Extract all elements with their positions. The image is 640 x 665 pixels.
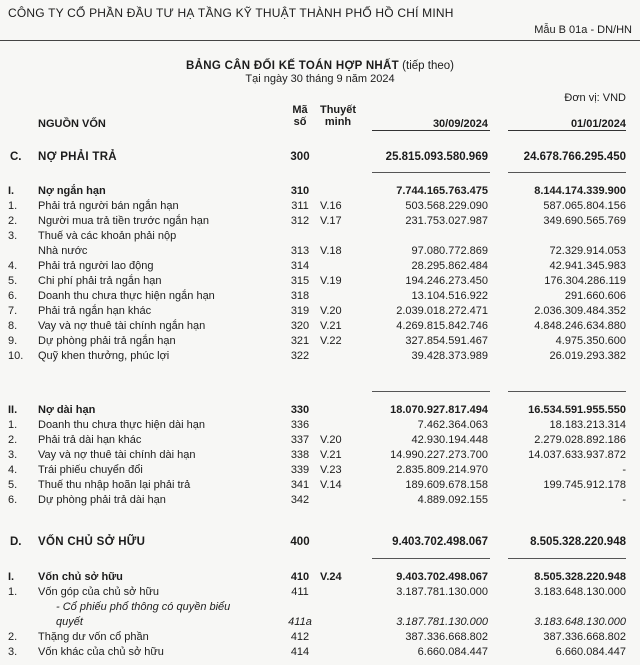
row-value-period1: 7.462.364.063 <box>417 419 488 431</box>
row-label: Phải trả người bán ngắn hạn <box>38 200 179 212</box>
row-code: 337 <box>290 434 310 446</box>
table-row <box>0 319 640 333</box>
table-row <box>0 274 640 288</box>
table-row <box>0 630 640 644</box>
row-value-period2: 291.660.606 <box>564 290 626 302</box>
report-title-main: BẢNG CÂN ĐỐI KẾ TOÁN HỢP NHẤT <box>186 60 399 72</box>
table-row <box>0 645 640 659</box>
row-value-period1: 4.889.092.155 <box>417 494 488 506</box>
row-number: 7. <box>8 305 18 317</box>
row-number: C. <box>10 151 22 163</box>
row-label: Nợ ngắn hạn <box>38 185 106 197</box>
row-number: 2. <box>8 434 18 446</box>
row-value-period2: 2.279.028.892.186 <box>534 434 626 446</box>
row-label: VỐN CHỦ SỞ HỮU <box>38 536 146 548</box>
row-number: I. <box>8 185 15 197</box>
row-label: Phải trả dài hạn khác <box>38 434 142 446</box>
row-code: 313 <box>290 245 310 257</box>
row-note: V.23 <box>320 464 342 476</box>
column-header-source: NGUỒN VỐN <box>38 118 106 130</box>
row-label: Doanh thu chưa thực hiện dài hạn <box>38 419 206 431</box>
row-value-period2: - <box>622 464 626 476</box>
row-number: 4. <box>8 260 18 272</box>
row-value-period2: 2.036.309.484.352 <box>534 305 626 317</box>
row-label: quyết <box>56 616 83 628</box>
row-code: 311 <box>291 200 309 212</box>
row-code: 314 <box>290 260 310 272</box>
row-label: Vốn góp của chủ sở hữu <box>38 586 159 598</box>
row-value-period1: 3.187.781.130.000 <box>396 616 488 628</box>
table-row <box>0 433 640 447</box>
row-value-period2: 42.941.345.983 <box>549 260 626 272</box>
table-row <box>0 289 640 303</box>
row-note: V.20 <box>320 305 342 317</box>
row-value-period1: 25.815.093.580.969 <box>385 151 488 163</box>
row-value-period2: 16.534.591.955.550 <box>528 404 626 416</box>
row-code: 312 <box>290 215 310 227</box>
table-row <box>0 334 640 348</box>
row-value-period1: 28.295.862.484 <box>411 260 488 272</box>
row-number: 8. <box>8 320 18 332</box>
row-label: Phải trả người lao động <box>38 260 154 272</box>
table-row <box>0 478 640 492</box>
table-row <box>0 585 640 599</box>
row-value-period1: 14.990.227.273.700 <box>390 449 488 461</box>
table-row <box>0 600 640 614</box>
company-name: CÔNG TY CỔ PHẦN ĐẦU TƯ HẠ TẦNG KỸ THUẬT THÀNH PHỐ HỒ CHÍ MINH <box>8 6 454 20</box>
row-value-period1: 4.269.815.842.746 <box>396 320 488 332</box>
table-row <box>0 448 640 462</box>
table-row <box>0 403 640 417</box>
row-number: 4. <box>8 464 18 476</box>
row-label: Thặng dư vốn cổ phần <box>38 631 149 643</box>
report-date: Tại ngày 30 tháng 9 năm 2024 <box>245 73 395 85</box>
row-number: 10. <box>8 350 24 362</box>
row-code: 412 <box>290 631 310 643</box>
row-number: 6. <box>8 494 18 506</box>
table-row <box>0 418 640 432</box>
column-header-code-line1: Mã <box>292 104 308 116</box>
row-code: 411a <box>288 616 312 628</box>
row-number: 9. <box>8 335 18 347</box>
row-label: Thuế thu nhập hoãn lại phải trả <box>38 479 191 491</box>
table-row <box>0 463 640 477</box>
row-note: V.21 <box>320 320 342 332</box>
form-code: Mẫu B 01a - DN/HN <box>534 24 632 36</box>
row-label: Chi phí phải trả ngắn hạn <box>38 275 162 287</box>
row-value-period2: 4.848.246.634.880 <box>534 320 626 332</box>
row-value-period2: 349.690.565.769 <box>543 215 626 227</box>
row-code: 400 <box>290 536 310 548</box>
row-note: V.17 <box>320 215 342 227</box>
row-number: 5. <box>8 479 18 491</box>
row-value-period2: - <box>622 494 626 506</box>
row-label: Người mua trả tiền trước ngắn hạn <box>38 215 210 227</box>
section-rule <box>508 558 626 559</box>
row-code: 300 <box>290 151 310 163</box>
row-note: V.21 <box>320 449 342 461</box>
header-rule <box>0 40 640 41</box>
currency-unit: Đơn vị: VND <box>564 92 626 104</box>
report-title-suffix: (tiếp theo) <box>398 60 454 72</box>
section-rule <box>372 558 490 559</box>
row-number: 6. <box>8 290 18 302</box>
row-value-period2: 8.144.174.339.900 <box>534 185 626 197</box>
row-value-period1: 39.428.373.989 <box>411 350 488 362</box>
row-value-period2: 4.975.350.600 <box>555 335 626 347</box>
row-code: 321 <box>290 335 310 347</box>
row-value-period2: 8.505.328.220.948 <box>534 571 626 583</box>
row-note: V.24 <box>320 571 342 583</box>
table-row <box>0 229 640 243</box>
row-value-period1: 327.854.591.467 <box>405 335 488 347</box>
row-value-period1: 2.039.018.272.471 <box>396 305 488 317</box>
row-label: Nhà nước <box>38 245 88 257</box>
table-row <box>0 493 640 507</box>
row-value-period2: 176.304.286.119 <box>544 275 626 287</box>
row-value-period1: 189.609.678.158 <box>405 479 488 491</box>
row-value-period2: 587.065.804.156 <box>543 200 626 212</box>
row-value-period2: 24.678.766.295.450 <box>523 151 626 163</box>
row-label: Vốn chủ sở hữu <box>38 571 123 583</box>
row-code: 336 <box>290 419 310 431</box>
row-code: 318 <box>290 290 310 302</box>
section-rule <box>372 391 490 392</box>
section-rule <box>508 391 626 392</box>
table-row <box>0 535 640 549</box>
row-code: 310 <box>290 185 310 197</box>
row-value-period2: 72.329.914.053 <box>549 245 626 257</box>
row-number: 3. <box>8 646 18 658</box>
row-number: D. <box>10 536 22 548</box>
row-label: Doanh thu chưa thực hiện ngắn hạn <box>38 290 215 302</box>
table-row <box>0 244 640 258</box>
column-header-note-line1: Thuyết <box>319 104 357 116</box>
row-note: V.22 <box>320 335 342 347</box>
row-note: V.20 <box>320 434 342 446</box>
row-number: 3. <box>8 230 18 242</box>
row-code: 410 <box>290 571 310 583</box>
row-value-period1: 9.403.702.498.067 <box>396 571 488 583</box>
row-code: 320 <box>290 320 310 332</box>
row-value-period1: 3.187.781.130.000 <box>396 586 488 598</box>
row-code: 315 <box>290 275 310 287</box>
report-title <box>0 60 640 72</box>
row-number: 3. <box>8 449 18 461</box>
row-code: 330 <box>290 404 310 416</box>
row-number: 2. <box>8 215 18 227</box>
row-code: 341 <box>290 479 310 491</box>
row-code: 342 <box>290 494 310 506</box>
row-label: Dự phòng phải trả dài hạn <box>38 494 166 506</box>
row-label: Dự phòng phải trả ngắn hạn <box>38 335 176 347</box>
row-value-period2: 6.660.084.447 <box>555 646 626 658</box>
row-label: NỢ PHẢI TRẢ <box>38 151 117 163</box>
column-header-code <box>286 104 314 128</box>
row-note: V.14 <box>320 479 342 491</box>
row-value-period1: 13.104.516.922 <box>411 290 488 302</box>
row-code: 414 <box>290 646 310 658</box>
table-row <box>0 214 640 228</box>
row-note: V.19 <box>320 275 342 287</box>
row-value-period1: 231.753.027.987 <box>405 215 488 227</box>
table-row <box>0 259 640 273</box>
row-code: 338 <box>290 449 310 461</box>
row-label: Phải trả ngắn hạn khác <box>38 305 152 317</box>
row-value-period1: 194.246.273.450 <box>405 275 488 287</box>
row-value-period2: 387.336.668.802 <box>543 631 626 643</box>
row-note: V.18 <box>320 245 342 257</box>
row-label: Vay và nợ thuê tài chính ngắn hạn <box>38 320 206 332</box>
row-value-period2: 3.183.648.130.000 <box>534 586 626 598</box>
table-row <box>0 304 640 318</box>
row-code: 411 <box>291 586 309 598</box>
row-label: Thuế và các khoản phải nộp <box>38 230 177 242</box>
row-code: 319 <box>290 305 310 317</box>
row-value-period1: 503.568.229.090 <box>405 200 488 212</box>
row-value-period1: 2.835.809.214.970 <box>396 464 488 476</box>
column-header-note-line2: minh <box>324 116 352 128</box>
section-rule <box>372 172 490 173</box>
row-value-period2: 18.183.213.314 <box>549 419 626 431</box>
row-code: 322 <box>290 350 310 362</box>
table-row <box>0 184 640 198</box>
row-value-period1: 97.080.772.869 <box>411 245 488 257</box>
table-row <box>0 150 640 164</box>
row-value-period1: 42.930.194.448 <box>411 434 488 446</box>
row-label: - Cổ phiếu phổ thông có quyền biểu <box>56 601 231 613</box>
row-value-period1: 9.403.702.498.067 <box>392 536 488 548</box>
row-number: 1. <box>8 200 18 212</box>
row-value-period1: 387.336.668.802 <box>405 631 488 643</box>
table-row <box>0 199 640 213</box>
row-number: 1. <box>8 419 18 431</box>
row-label: Vốn khác của chủ sở hữu <box>38 646 164 658</box>
table-row <box>0 570 640 584</box>
row-value-period2: 8.505.328.220.948 <box>530 536 626 548</box>
row-number: 2. <box>8 631 18 643</box>
row-code: 339 <box>290 464 310 476</box>
row-label: Nợ dài hạn <box>38 404 96 416</box>
row-number: II. <box>8 404 18 416</box>
section-rule <box>508 172 626 173</box>
column-rule-period1 <box>372 130 490 131</box>
row-value-period1: 7.744.165.763.475 <box>396 185 488 197</box>
row-value-period1: 6.660.084.447 <box>417 646 488 658</box>
row-label: Vay và nợ thuê tài chính dài hạn <box>38 449 196 461</box>
column-header-code-line2: số <box>293 116 307 128</box>
row-value-period2: 199.745.912.178 <box>543 479 626 491</box>
row-value-period2: 3.183.648.130.000 <box>534 616 626 628</box>
row-number: 5. <box>8 275 18 287</box>
column-header-period1: 30/09/2024 <box>432 118 488 130</box>
column-header-period2: 01/01/2024 <box>570 118 626 130</box>
table-row <box>0 615 640 629</box>
column-rule-period2 <box>508 130 626 131</box>
row-label: Quỹ khen thưởng, phúc lợi <box>38 350 170 362</box>
row-value-period2: 14.037.633.937.872 <box>528 449 626 461</box>
column-header-note <box>312 104 364 128</box>
row-value-period1: 18.070.927.817.494 <box>390 404 488 416</box>
row-label: Trái phiếu chuyển đổi <box>38 464 143 476</box>
row-value-period2: 26.019.293.382 <box>549 350 626 362</box>
table-row <box>0 349 640 363</box>
row-note: V.16 <box>320 200 342 212</box>
row-number: 1. <box>8 586 18 598</box>
row-number: I. <box>8 571 15 583</box>
